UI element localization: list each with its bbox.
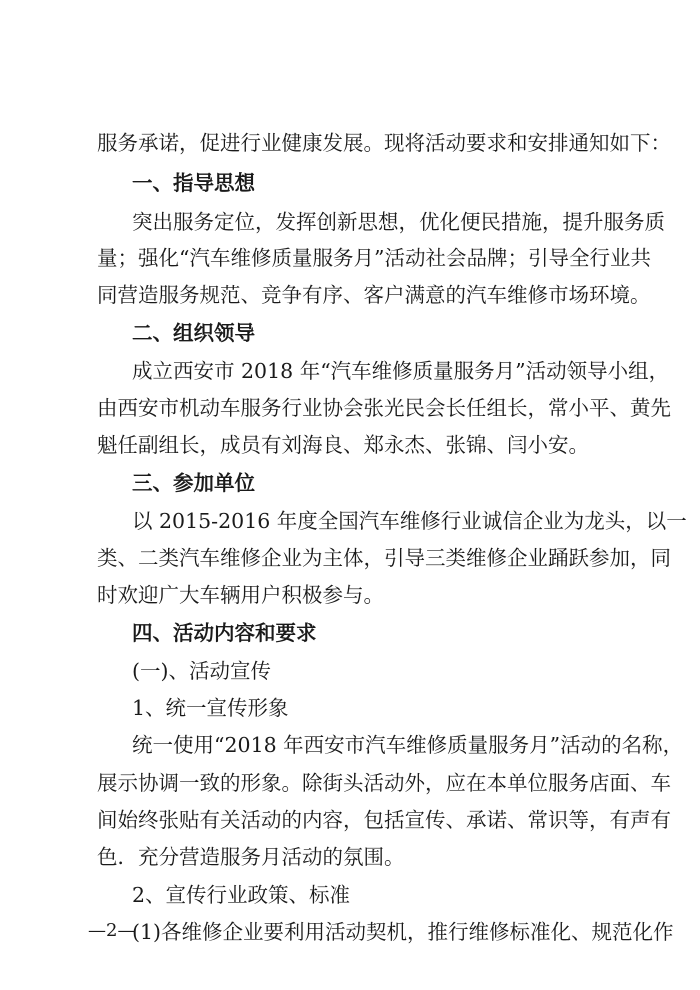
page-number: —2—: [88, 920, 136, 941]
subsection-heading: 2、宣传行业政策、标准: [132, 883, 351, 907]
section-heading-organization: 二、组织领导: [132, 321, 255, 345]
body-text-line: 以 2015-2016 年度全国汽车维修行业诚信企业为龙头，以一: [132, 509, 687, 533]
body-text-line: 量；强化“汽车维修质量服务月”活动社会品牌；引导全行业共: [97, 246, 651, 270]
body-text-line: 突出服务定位，发挥创新思想，优化便民措施，提升服务质: [132, 210, 665, 234]
body-text-line: 统一使用“2018 年西安市汽车维修质量服务月”活动的名称，: [132, 733, 684, 757]
body-text-line: 由西安市机动车服务行业协会张光民会长任组长，常小平、黄先: [97, 396, 671, 420]
section-heading-guiding-thought: 一、指导思想: [132, 171, 255, 195]
body-text-line: 同营造服务规范、竞争有序、客户满意的汽车维修市场环境。: [97, 283, 651, 307]
subsection-heading: 1、统一宣传形象: [132, 696, 289, 720]
body-text-line: 展示协调一致的形象。除街头活动外，应在本单位服务店面、车: [97, 771, 671, 795]
body-text-line: 色．充分营造服务月活动的氛围。: [97, 845, 405, 869]
section-heading-activities: 四、活动内容和要求: [132, 621, 317, 645]
body-text-line: 服务承诺，促进行业健康发展。现将活动要求和安排通知如下：: [97, 131, 671, 155]
subsection-heading: (一)、活动宣传: [132, 659, 271, 683]
body-text-line: 时欢迎广大车辆用户积极参与。: [97, 583, 384, 607]
body-text-line: 间始终张贴有关活动的内容，包括宣传、承诺、常识等，有声有: [97, 808, 671, 832]
body-text-line: 成立西安市 2018 年“汽车维修质量服务月”活动领导小组，: [132, 359, 670, 383]
section-heading-participants: 三、参加单位: [132, 471, 255, 495]
body-text-line: 魁任副组长，成员有刘海良、郑永杰、张锦、闫小安。: [97, 433, 589, 457]
body-text-line: 类、二类汽车维修企业为主体，引导三类维修企业踊跃参加，同: [97, 546, 671, 570]
body-text-line: (1)各维修企业要利用活动契机，推行维修标准化、规范化作: [132, 920, 674, 944]
